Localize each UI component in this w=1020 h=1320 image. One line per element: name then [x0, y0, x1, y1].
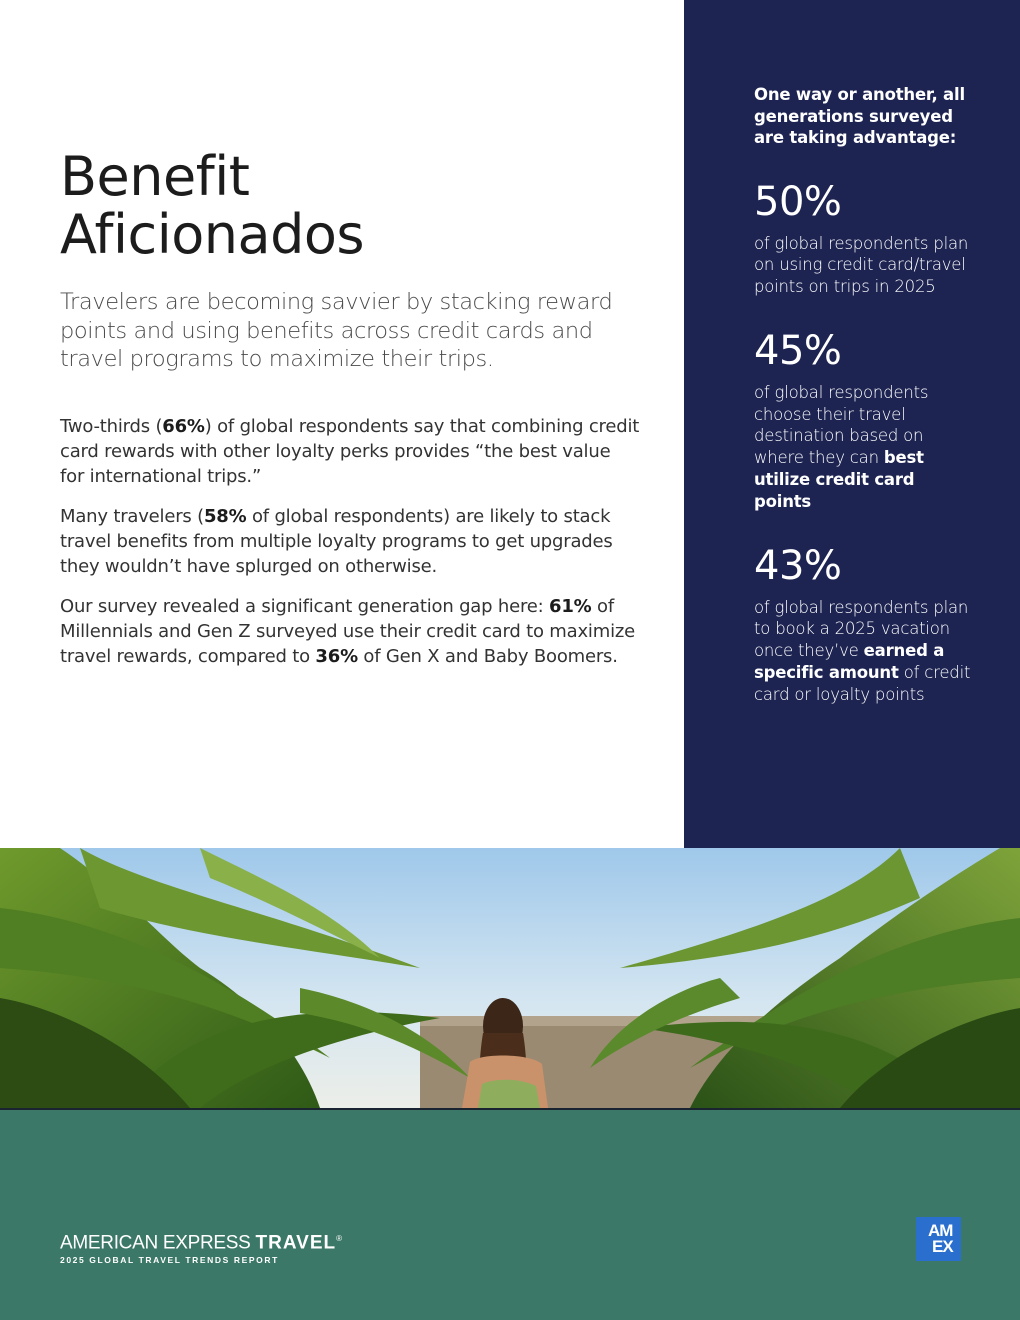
brand-wordmark — [60, 1228, 342, 1266]
p3-stat-2: 36% — [315, 645, 358, 667]
amex-logo — [916, 1217, 961, 1261]
paragraph-3 — [60, 594, 640, 669]
registered-mark: ® — [336, 1234, 342, 1243]
stat-value-1: 50% — [754, 178, 842, 225]
stat-2-text-a: of global respondents choose their travel destination based on where they can — [754, 382, 929, 468]
stat-1-text-a: of global respondents plan on using credit card/travel points on trips in 2025 — [754, 233, 969, 297]
page-title — [60, 145, 640, 266]
stat-3-text-c: of credit card or loyalty points — [754, 663, 971, 704]
body-text — [60, 414, 640, 669]
p3-text-e: of Gen X and Baby Boomers. — [357, 645, 618, 667]
p1-text-c: ) of global respondents say that combining credit card rewards with other loyalty perks provides “the best value for international trips.” — [60, 415, 640, 487]
p2-text-c: of global respondents) are likely to stack travel benefits from multiple loyalty programs to get upgrades they wouldn’t have splurged on otherwise. — [60, 505, 613, 577]
stat-3-text-a: of global respondents plan to book a 2025 vacation once they’ve — [754, 597, 969, 661]
stat-block-3 — [754, 543, 974, 706]
stat-block-1 — [754, 179, 974, 298]
p2-text-a: Many travelers ( — [60, 505, 204, 527]
amex-logo-bottom: EX — [932, 1237, 953, 1256]
stat-text-1 — [754, 233, 974, 298]
title-line-1: Benefit — [60, 145, 250, 208]
p3-stat-1: 61% — [549, 595, 592, 617]
p2-stat: 58% — [203, 505, 247, 527]
paragraph-2 — [60, 504, 640, 579]
stat-value-2: 45% — [754, 327, 842, 374]
palm-scene-illustration — [0, 848, 1020, 1108]
stat-text-3 — [754, 597, 974, 706]
amex-logo-top: AM — [928, 1221, 953, 1240]
p3-text-a: Our survey revealed a significant generation gap here: — [60, 595, 550, 617]
p3-text-c: of Millennials and Gen Z surveyed use their credit card to maximize travel rewards, compared to — [60, 595, 635, 667]
stats-sidebar-inner — [754, 84, 974, 706]
title-line-2: Aficionados — [60, 203, 365, 266]
stat-2-text-b: best utilize credit card points — [754, 448, 924, 511]
report-title: 2025 GLOBAL TRAVEL TRENDS REPORT — [60, 1255, 279, 1266]
p1-text-a: Two-thirds ( — [60, 415, 163, 437]
brand-name-bold: TRAVEL — [255, 1232, 337, 1254]
stat-value-3: 43% — [754, 542, 842, 589]
paragraph-1 — [60, 414, 640, 489]
sidebar-intro: One way or another, all generations surveyed are taking advantage: — [754, 85, 965, 147]
stat-3-text-b: earned a specific amount — [754, 641, 945, 683]
brand-name — [60, 1228, 342, 1254]
page-subtitle: Travelers are becoming savvier by stacking reward points and using benefits across credit cards and travel programs to maximize their trips. — [60, 289, 613, 372]
brand-name-light: AMERICAN EXPRESS — [60, 1232, 251, 1254]
stats-sidebar — [684, 0, 1020, 848]
main-content — [60, 145, 640, 684]
p1-stat: 66% — [162, 415, 205, 437]
stat-block-2 — [754, 328, 974, 513]
footer — [0, 1110, 1020, 1320]
hero-photo — [0, 848, 1020, 1108]
stat-text-2 — [754, 382, 974, 513]
